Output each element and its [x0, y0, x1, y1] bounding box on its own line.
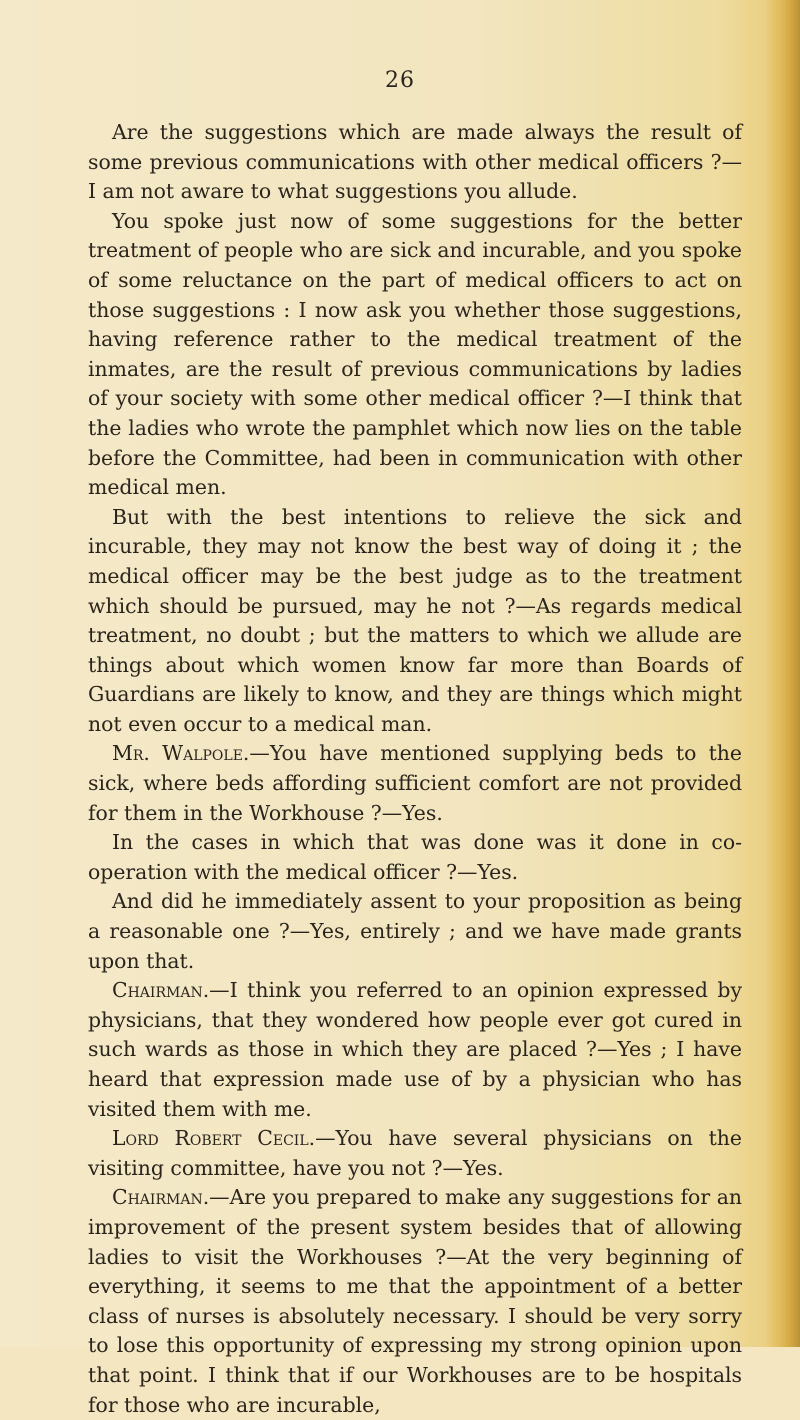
paragraph	[88, 1183, 742, 1420]
paragraph-text: But with the best intentions to relieve the sick and incurable, they may not know the best way of doing it ; the medical officer may be the best judge as to the treatment which should be pursued, may he not ?—As regards medical treatment, no doubt ; but the matters to which we allude are things about which women know far more than Boards of Guardians are likely to know, and they are things which might not even occur to a medical man.	[88, 504, 742, 736]
speaker-name: Lord Robert Cecil.	[112, 1126, 316, 1151]
paragraph-text: —I think you referred to an opinion expressed by physicians, that they wondered how people ever got cured in such wards as those in which they are placed ?—Yes ; I have heard that expression made use of by a physician who has visited them with me.	[88, 978, 742, 1121]
paragraph-text: —Are you prepared to make any suggestions for an improvement of the present system besides that of allowing ladies to visit the Workhouses ?—At the very beginning of everything, it seems to me that the appointment of a better class of nurses is absolutely necessary. I should be very sorry to lose this opportunity of expressing my strong opinion upon that point. I think that if our Workhouses are to be hospitals for those who are incurable,	[88, 1185, 742, 1417]
paragraph	[88, 1124, 742, 1183]
page-edge	[766, 0, 800, 1347]
paragraph	[88, 828, 742, 887]
body-text	[88, 118, 742, 1420]
speaker-name: Chairman.	[112, 978, 210, 1003]
paragraph-text: And did he immediately assent to your proposition as being a reasonable one ?—Yes, entirely ; and we have made grants upon that.	[88, 889, 742, 973]
paragraph	[88, 118, 742, 207]
page-number: 26	[385, 68, 415, 93]
paragraph-text: You spoke just now of some suggestions for the better treatment of people who are sick and incurable, and you spoke of some reluctance on the part of medical officers to act on those suggestions : I now ask you whether those suggestions, having reference rather to the medical treatment of the inmates, are the result of previous communications by ladies of your society with some other medical officer ?—I think that the ladies who wrote the pamphlet which now lies on the table before the Committee, had been in communication with other medical men.	[88, 208, 742, 500]
paragraph	[88, 503, 742, 740]
paragraph	[88, 739, 742, 828]
paragraph-text: Are the suggestions which are made always the result of some previous communications with other medical officers ?—I am not aware to what suggestions you allude.	[88, 120, 742, 204]
paragraph	[88, 887, 742, 976]
paragraph	[88, 207, 742, 503]
paragraph-text: —You have several physicians on the visiting committee, have you not ?—Yes.	[88, 1126, 742, 1180]
speaker-name: Mr. Walpole.	[112, 741, 250, 766]
paragraph-text: —You have mentioned supplying beds to the sick, where beds affording sufficient comfort are not provided for them in the Workhouse ?—Yes.	[88, 741, 742, 825]
paragraph	[88, 976, 742, 1124]
paragraph-text: In the cases in which that was done was it done in co-operation with the medical officer ?—Yes.	[88, 830, 742, 884]
speaker-name: Chairman.	[112, 1185, 210, 1210]
